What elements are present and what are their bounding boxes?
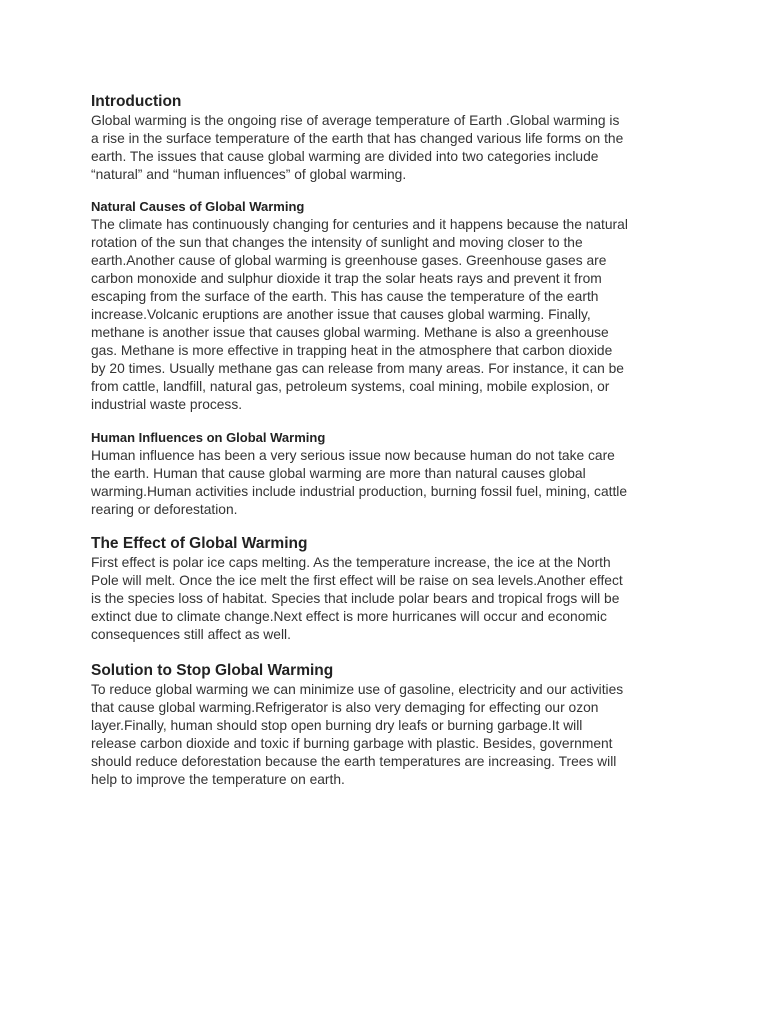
text-line: that cause global warming.Refrigerator is also very demaging for effecting our ozon [91,700,599,715]
text-line: The climate has continuously changing for centuries and it happens because the natural [91,217,628,232]
text-line: First effect is polar ice caps melting. As the temperature increase, the ice at the North [91,555,611,570]
section-heading: Human Influences on Global Warming [91,430,326,445]
section-heading: Solution to Stop Global Warming [91,662,334,679]
section-solution [91,661,691,789]
text-line: layer.Finally, human should stop open burning dry leafs or burning garbage.It will [91,718,583,733]
text-line: by 20 times. Usually methane gas can release from many areas. For instance, it can be [91,361,624,376]
text-line: consequences still affect as well. [91,627,291,642]
section-heading: The Effect of Global Warming [91,535,308,552]
section-paragraph [91,447,691,519]
text-line: rotation of the sun that changes the intensity of sunlight and moving closer to the [91,235,583,250]
section-paragraph [91,681,691,789]
text-line: “natural” and “human influences” of global warming. [91,167,407,182]
text-line: Human influence has been a very serious issue now because human do not take care [91,448,615,463]
section-natural-causes [91,198,691,414]
text-line: To reduce global warming we can minimize use of gasoline, electricity and our activities [91,682,624,697]
section-paragraph [91,112,691,184]
text-line: industrial waste process. [91,397,243,412]
section-heading: Introduction [91,93,182,110]
text-line: methane is another issue that causes global warming. Methane is also a greenhouse [91,325,609,340]
section-human-influences [91,429,691,519]
text-line: earth.Another cause of global warming is greenhouse gases. Greenhouse gases are [91,253,607,268]
section-heading: Natural Causes of Global Warming [91,199,305,214]
text-line: warming.Human activities include industrial production, burning fossil fuel, mining, cattle [91,484,628,499]
text-line: help to improve the temperature on earth. [91,772,345,787]
text-line: carbon monoxide and sulphur dioxide it trap the solar heats rays and prevent it from [91,271,602,286]
text-line: extinct due to climate change.Next effect is more hurricanes will occur and economic [91,609,607,624]
section-introduction [91,92,691,184]
text-line: rearing or deforestation. [91,502,238,517]
text-line: gas. Methane is more effective in trapping heat in the atmosphere that carbon dioxide [91,343,613,358]
document-page [91,92,691,789]
section-paragraph [91,216,691,414]
text-line: Pole will melt. Once the ice melt the first effect will be raise on sea levels.Another effect [91,573,623,588]
text-line: release carbon dioxide and toxic if burning garbage with plastic. Besides, government [91,736,613,751]
text-line: the earth. Human that cause global warming are more than natural causes global [91,466,586,481]
text-line: from cattle, landfill, natural gas, petroleum systems, coal mining, mobile explosion, or [91,379,610,394]
section-paragraph [91,554,691,644]
text-line: escaping from the surface of the earth. This has cause the temperature of the earth [91,289,599,304]
text-line: earth. The issues that cause global warming are divided into two categories include [91,149,599,164]
text-line: should reduce deforestation because the earth temperatures are increasing. Trees will [91,754,617,769]
section-effect [91,534,691,644]
text-line: Global warming is the ongoing rise of average temperature of Earth .Global warming is [91,113,620,128]
text-line: is the species loss of habitat. Species that include polar bears and tropical frogs will be [91,591,620,606]
text-line: increase.Volcanic eruptions are another issue that causes global warming. Finally, [91,307,591,322]
text-line: a rise in the surface temperature of the earth that has changed various life forms on the [91,131,624,146]
